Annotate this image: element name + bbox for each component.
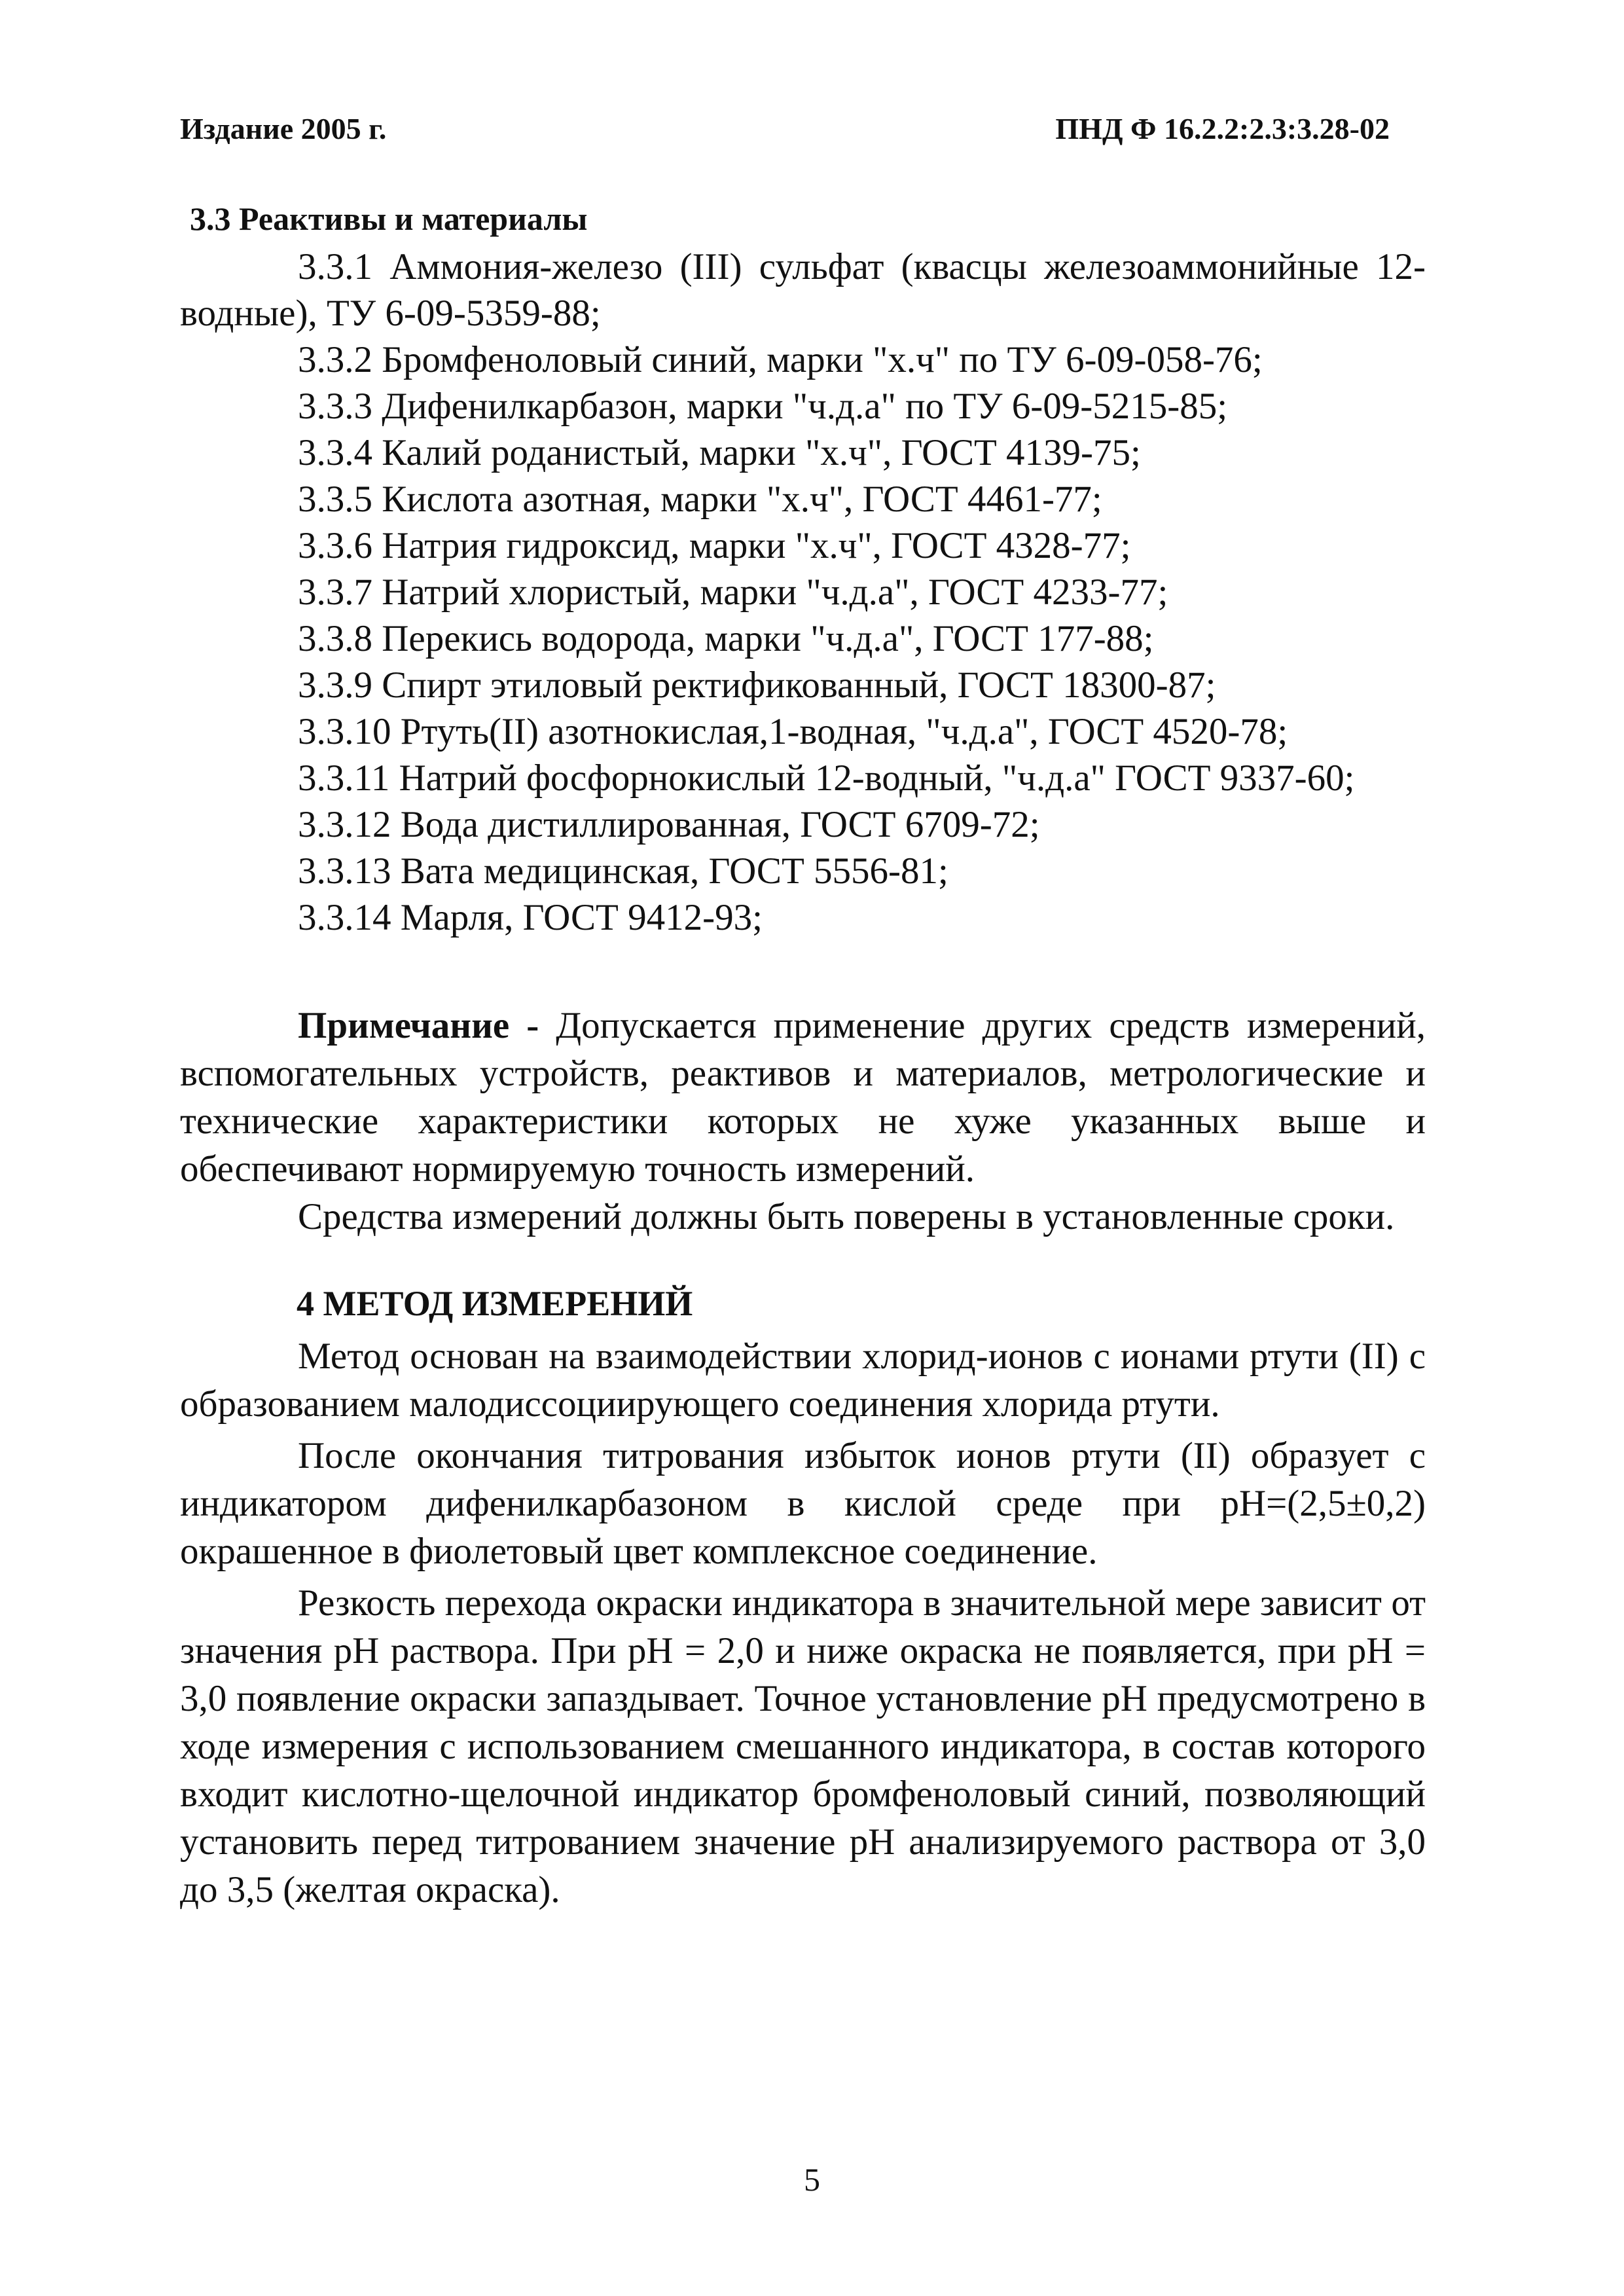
method-paragraph: После окончания титрования избыток ионов ртути (II) образует с индикатором дифенилкарбазоном в кислой среде при pH=(2,5±0,2) окрашенное в фиолетовый цвет комплексное соединение. [180,1435,1426,1572]
list-item: 3.3.12 Вода дистиллированная, ГОСТ 6709-72; [298,804,1040,845]
list-item: 3.3.9 Спирт этиловый ректификованный, ГОСТ 18300-87; [298,665,1216,706]
list-item: 3.3.6 Натрия гидроксид, марки "х.ч", ГОСТ 4328-77; [298,525,1131,566]
method-text [180,1332,1426,1914]
list-item: 3.3.14 Марля, ГОСТ 9412-93; [298,897,763,938]
note-text: Допускается применение других средств измерений, вспомогательных устройств, реактивов и материалов, метрологические и технические характеристики которых не хуже указанных выше и обеспечивают нормируемую точность измерений. [180,1005,1426,1190]
method-paragraph: Резкость перехода окраски индикатора в значительной мере зависит от значения pH раствора. При pH = 2,0 и ниже окраска не появляется, при pH = 3,0 появление окраски запаздывает. Точное установление pH предусмотрено в ходе измерения с использованием смешанного индикатора, в состав которого входит кислотно-щелочной индикатор бромфеноловый синий, позволяющий установить перед титрованием значение pH анализируемого раствора от 3,0 до 3,5 (желтая окраска). [180,1582,1426,1910]
list-item: 3.3.2 Бромфеноловый синий, марки "х.ч" по ТУ 6-09-058-76; [298,339,1263,380]
list-item: 3.3.13 Вата медицинская, ГОСТ 5556-81; [298,850,948,892]
document-code: ПНД Ф 16.2.2:2.3:3.28-02 [1055,112,1390,145]
reagents-list [180,244,1426,941]
note-block [180,1002,1426,1241]
section-4-title: 4 МЕТОД ИЗМЕРЕНИЙ [297,1284,693,1323]
note-label: Примечание - [298,1005,539,1046]
list-item: 3.3.11 Натрий фосфорнокислый 12-водный, "ч.д.а" ГОСТ 9337-60; [298,757,1355,799]
list-item: 3.3.5 Кислота азотная, марки "х.ч", ГОСТ 4461-77; [298,479,1102,520]
list-item: 3.3.10 Ртуть(II) азотнокислая,1-водная, "ч.д.а", ГОСТ 4520-78; [298,711,1288,752]
method-paragraph: Метод основан на взаимодействии хлорид-ионов с ионами ртути (II) с образованием малодиссоциирующего соединения хлорида ртути. [180,1336,1426,1425]
page-number: 5 [804,2161,820,2198]
list-item: 3.3.1 Аммония-железо (III) сульфат (квасцы железоаммонийные 12-водные), ТУ 6-09-5359-88; [180,246,1426,334]
section-3-3-title: 3.3 Реактивы и материалы [190,200,588,237]
list-item: 3.3.8 Перекись водорода, марки "ч.д.а", ГОСТ 177-88; [298,618,1154,659]
edition-label: Издание 2005 г. [180,112,387,145]
list-item: 3.3.4 Калий роданистый, марки "х.ч", ГОСТ 4139-75; [298,432,1141,473]
note-paragraph [180,1002,1426,1193]
list-item: 3.3.7 Натрий хлористый, марки "ч.д.а", ГОСТ 4233-77; [298,572,1168,613]
verification-note: Средства измерений должны быть поверены в установленные сроки. [298,1196,1395,1237]
list-item: 3.3.3 Дифенилкарбазон, марки "ч.д.а" по ТУ 6-09-5215-85; [298,386,1228,427]
